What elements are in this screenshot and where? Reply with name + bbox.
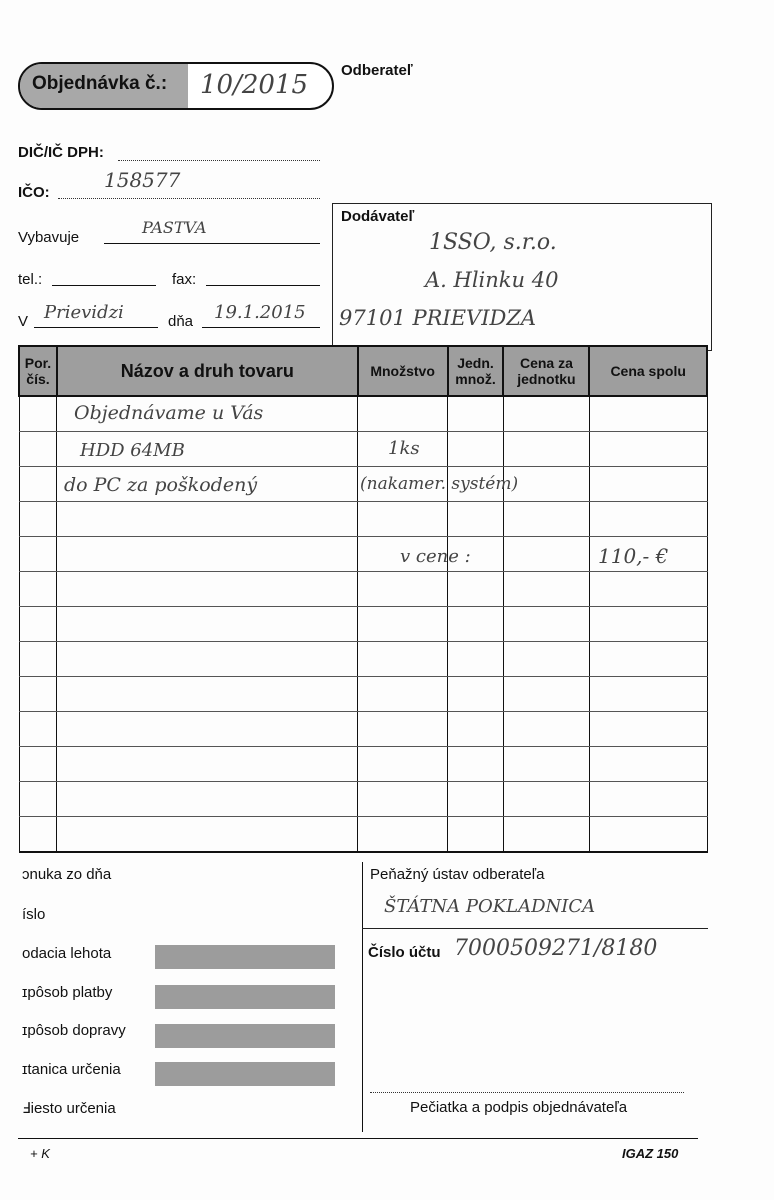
col-header-unit: Jedn. množ. (448, 346, 504, 396)
table-row (19, 782, 707, 817)
row3-name[interactable]: do PC za poškodený (64, 474, 258, 496)
handled-value[interactable]: PASTVA (142, 218, 207, 237)
supplier-line-1[interactable]: 1SSO, s.r.o. (429, 230, 557, 255)
dic-label: DIČ/IČ DPH: (18, 144, 104, 161)
table-cell[interactable] (19, 712, 57, 747)
destination-station-label: ɪtanica určenia (22, 1061, 121, 1078)
table-cell[interactable] (19, 642, 57, 677)
table-row (19, 642, 707, 677)
table-cell[interactable] (358, 782, 448, 817)
ico-line (58, 198, 320, 199)
transport-method-field[interactable] (155, 1024, 335, 1048)
table-cell[interactable] (503, 607, 589, 642)
table-cell[interactable] (358, 677, 448, 712)
table-row (19, 502, 707, 537)
table-cell[interactable] (358, 607, 448, 642)
table-cell[interactable] (358, 712, 448, 747)
place-prefix: V (18, 313, 29, 330)
tel-label: tel.: (18, 271, 43, 288)
table-cell[interactable] (358, 572, 448, 607)
table-cell[interactable] (589, 607, 707, 642)
place-line (34, 327, 158, 328)
table-cell[interactable] (19, 396, 57, 432)
table-cell[interactable] (448, 396, 504, 432)
table-cell[interactable] (589, 712, 707, 747)
bank-value[interactable]: ŠTÁTNA POKLADNICA (384, 896, 596, 917)
supplier-line-2[interactable]: A. Hlinku 40 (425, 268, 559, 292)
table-cell[interactable] (358, 396, 448, 432)
fax-label: fax: (172, 271, 197, 288)
col-header-quantity: Množstvo (358, 346, 448, 396)
ico-label: IČO: (18, 184, 50, 201)
row2-name[interactable]: HDD 64MB (80, 440, 185, 461)
table-cell[interactable] (448, 642, 504, 677)
table-cell[interactable] (358, 747, 448, 782)
table-cell[interactable] (57, 537, 358, 572)
table-cell[interactable] (358, 502, 448, 537)
offer-number-label: íslo (22, 906, 46, 923)
row3-qty[interactable]: (nakamer. systém) (360, 474, 519, 494)
table-cell[interactable] (57, 642, 358, 677)
table-cell[interactable] (57, 572, 358, 607)
table-cell[interactable] (589, 782, 707, 817)
bank-label: Peňažný ústav odberateľa (370, 866, 545, 883)
table-cell[interactable] (503, 747, 589, 782)
table-cell[interactable] (589, 747, 707, 782)
table-row (19, 747, 707, 782)
row5-total[interactable]: 110,- € (598, 544, 669, 568)
footer-rule (18, 1138, 698, 1139)
offer-date-label: ɔnuka zo dňa (22, 866, 112, 883)
row2-qty[interactable]: 1ks (388, 438, 420, 459)
table-row (19, 607, 707, 642)
table-cell[interactable] (503, 677, 589, 712)
table-cell[interactable] (19, 467, 57, 502)
supplier-line-3[interactable]: 97101 PRIEVIDZA (339, 306, 537, 330)
col-header-unit-price: Cena za jednotku (503, 346, 589, 396)
delivery-term-label: odacia lehota (22, 945, 112, 962)
table-cell[interactable] (448, 607, 504, 642)
destination-station-field[interactable] (155, 1062, 335, 1086)
fax-line (206, 285, 320, 286)
col-header-name: Názov a druh tovaru (57, 346, 358, 396)
table-row (19, 817, 707, 853)
table-cell[interactable] (503, 712, 589, 747)
table-cell[interactable] (19, 502, 57, 537)
table-cell[interactable] (503, 432, 589, 467)
col-header-number: Por. čís. (19, 346, 57, 396)
table-cell[interactable] (503, 817, 589, 853)
table-cell[interactable] (448, 677, 504, 712)
col-header-total: Cena spolu (589, 346, 707, 396)
table-cell[interactable] (57, 677, 358, 712)
table-row (19, 712, 707, 747)
table-cell[interactable] (448, 712, 504, 747)
signature-line (370, 1092, 684, 1093)
table-header-row (19, 346, 707, 396)
date-label: dňa (168, 313, 194, 330)
tel-line (52, 285, 156, 286)
table-row (19, 572, 707, 607)
table-cell[interactable] (19, 677, 57, 712)
ico-value[interactable]: 158577 (104, 168, 181, 192)
table-cell[interactable] (358, 817, 448, 853)
order-number-box (18, 62, 334, 110)
supplier-box (332, 203, 712, 351)
row1-name[interactable]: Objednávame u Vás (74, 402, 264, 424)
table-cell[interactable] (589, 432, 707, 467)
footer-left: + K (30, 1146, 50, 1161)
table-cell[interactable] (57, 782, 358, 817)
table-cell[interactable] (57, 607, 358, 642)
table-cell[interactable] (503, 537, 589, 572)
table-row (19, 677, 707, 712)
table-cell[interactable] (503, 502, 589, 537)
supplier-label: Dodávateľ (341, 208, 415, 225)
table-cell[interactable] (589, 677, 707, 712)
table-cell[interactable] (448, 502, 504, 537)
date-line (202, 327, 320, 328)
payment-method-label: ɪpôsob platby (22, 984, 113, 1001)
destination-place-label: Ⅎiesto určenia (22, 1100, 116, 1117)
payment-method-field[interactable] (155, 985, 335, 1009)
table-cell[interactable] (57, 502, 358, 537)
order-number-value[interactable]: 10/2015 (200, 70, 309, 100)
table-cell[interactable] (448, 817, 504, 853)
table-cell[interactable] (448, 432, 504, 467)
table-cell[interactable] (503, 782, 589, 817)
table-cell[interactable] (19, 817, 57, 853)
customer-label: Odberateľ (341, 62, 413, 79)
stamp-signature-label: Pečiatka a podpis objednávateľa (410, 1099, 628, 1116)
table-cell[interactable] (503, 396, 589, 432)
bottom-divider (362, 862, 363, 1132)
order-label: Objednávka č.: (32, 73, 168, 94)
table-cell[interactable] (57, 712, 358, 747)
row5-qty[interactable]: v cene : (400, 546, 471, 567)
table-cell[interactable] (589, 467, 707, 502)
table-cell[interactable] (503, 642, 589, 677)
table-cell[interactable] (358, 642, 448, 677)
table-cell[interactable] (57, 817, 358, 853)
table-cell[interactable] (19, 607, 57, 642)
handled-label: Vybavuje (18, 229, 80, 246)
place-value[interactable]: Prievidzi (44, 302, 124, 323)
handled-line (104, 243, 320, 244)
table-cell[interactable] (503, 572, 589, 607)
table-cell[interactable] (589, 642, 707, 677)
table-cell[interactable] (589, 817, 707, 853)
transport-method-label: ɪpôsob dopravy (22, 1022, 126, 1039)
table-cell[interactable] (19, 782, 57, 817)
delivery-term-field[interactable] (155, 945, 335, 969)
table-cell[interactable] (19, 432, 57, 467)
table-cell[interactable] (589, 572, 707, 607)
table-cell[interactable] (448, 782, 504, 817)
date-value[interactable]: 19.1.2015 (214, 302, 306, 323)
footer-form-code: IGAZ 150 (622, 1146, 679, 1161)
table-cell[interactable] (57, 747, 358, 782)
bank-underline (362, 928, 708, 929)
table-cell[interactable] (19, 572, 57, 607)
table-cell[interactable] (19, 537, 57, 572)
table-cell[interactable] (19, 747, 57, 782)
account-label: Číslo účtu (368, 944, 441, 961)
dic-line (118, 160, 320, 161)
account-value[interactable]: 7000509271/8180 (454, 936, 658, 961)
table-cell[interactable] (589, 502, 707, 537)
table-cell[interactable] (589, 396, 707, 432)
table-cell[interactable] (448, 572, 504, 607)
table-cell[interactable] (448, 747, 504, 782)
